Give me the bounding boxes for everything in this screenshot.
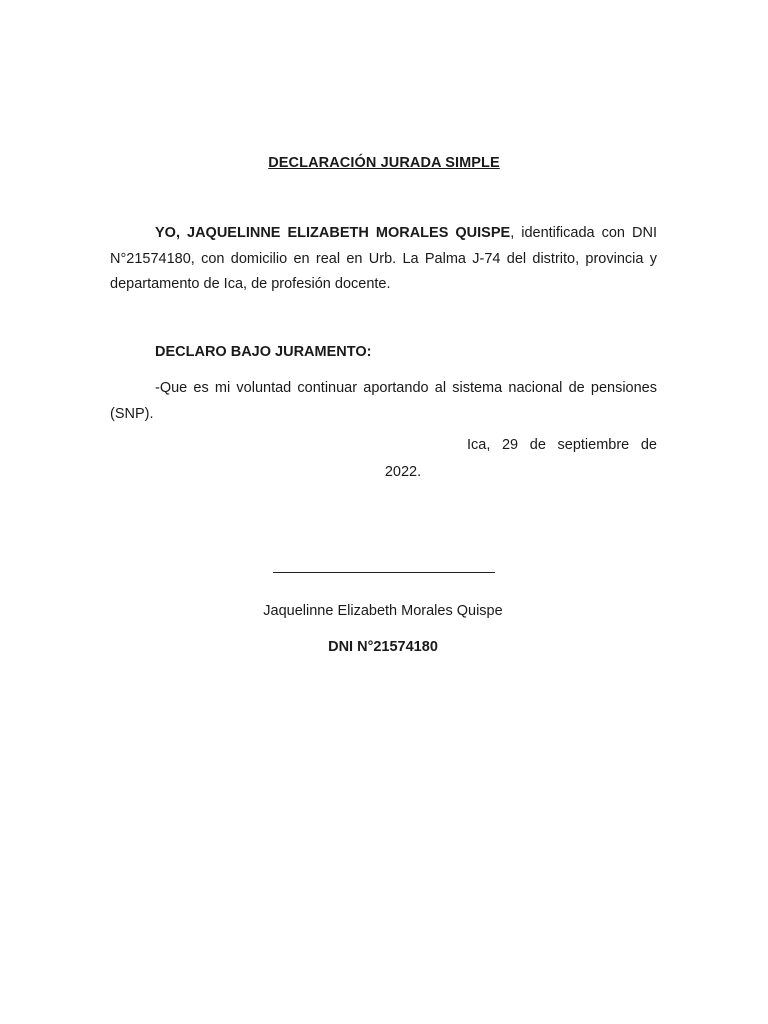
date-line-2: 2022. (384, 464, 422, 480)
intro-text: , identificada con DNI N°21574180, con domicilio en real en Urb. La Palma J-74 del distrito, provincia y departamento de Ica, de profesión docente. (110, 225, 657, 292)
signatory-dni: DNI N°21574180 (328, 639, 438, 655)
statement-text: -Que es mi voluntad continuar aportando al sistema nacional de pensiones (SNP). (110, 380, 657, 422)
signature-line (273, 572, 495, 573)
declarant-name: YO, JAQUELINNE ELIZABETH MORALES QUISPE (155, 225, 511, 241)
statement-paragraph (110, 376, 657, 427)
intro-paragraph (110, 221, 657, 298)
date-line-1: Ica, 29 de septiembre de (467, 437, 657, 453)
declaro-heading: DECLARO BAJO JURAMENTO: (155, 344, 372, 360)
document-title: DECLARACIÓN JURADA SIMPLE (268, 155, 500, 171)
signatory-name: Jaquelinne Elizabeth Morales Quispe (263, 603, 503, 619)
